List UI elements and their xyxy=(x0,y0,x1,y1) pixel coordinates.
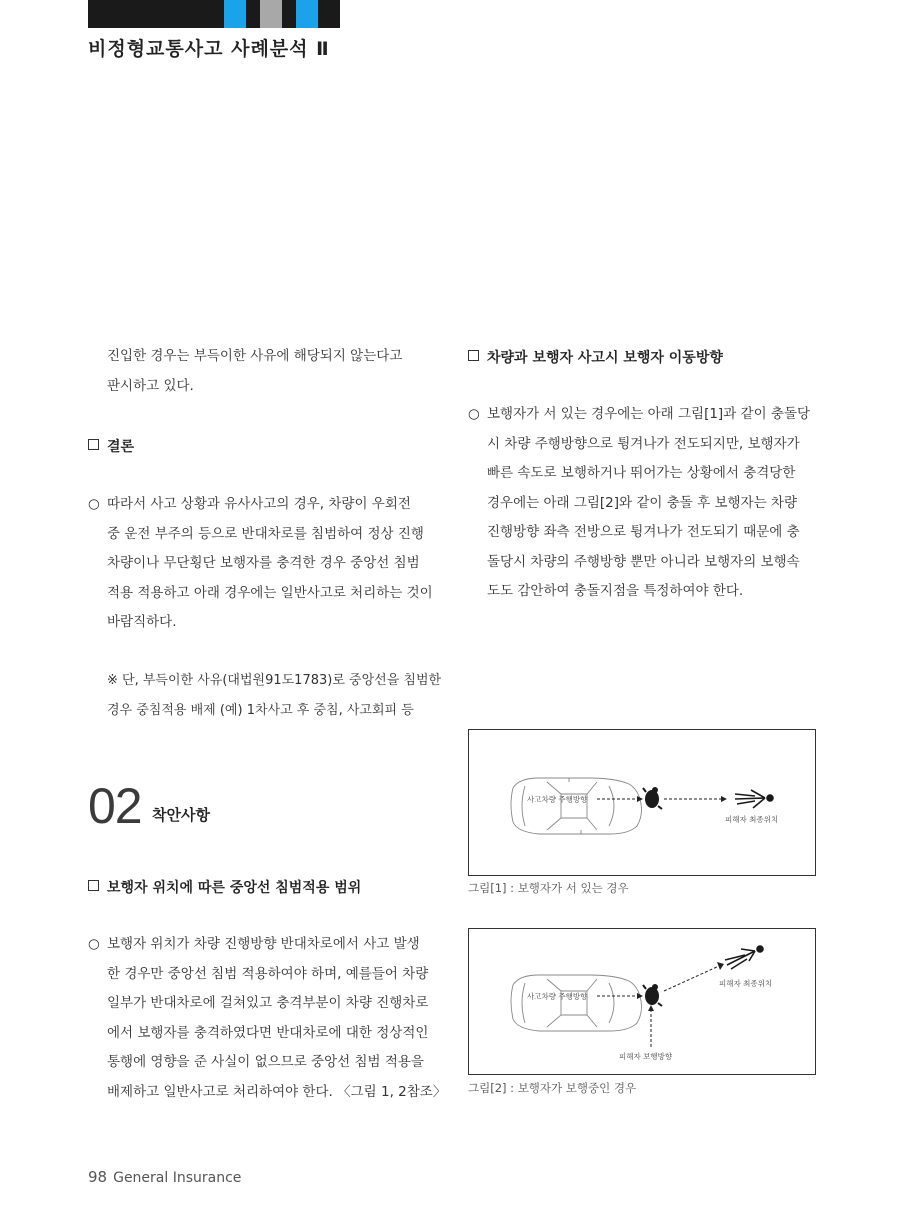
car-outline-icon xyxy=(511,975,642,1031)
square-bullet-icon xyxy=(88,880,99,891)
section-number: 02 xyxy=(88,778,142,834)
text-line: 도도 감안하여 충돌지점을 특정하여야 한다. xyxy=(487,583,744,599)
text-line: 적용 적용하고 아래 경우에는 일반사고로 처리하는 것이 xyxy=(107,584,433,601)
text-line: 판시하고 있다. xyxy=(107,377,194,394)
victim-path-arrow xyxy=(664,966,719,991)
direction-heading xyxy=(468,347,723,367)
victim-final-label: 피해자 최종위치 xyxy=(719,979,773,988)
text-line: 시 차량 주행방향으로 튕겨나가 전도되지만, 보행자가 xyxy=(487,435,800,452)
figure-1 xyxy=(468,729,816,876)
text-line: 경우에는 아래 그림[2]와 같이 충돌 후 보행자는 차량 xyxy=(487,494,797,511)
circle-bullet-icon: ○ xyxy=(88,936,100,952)
square-bullet-icon xyxy=(88,439,99,450)
arrowhead-icon xyxy=(717,962,724,970)
text-span: 따라서 사고 상황과 유사사고의 경우, 차량이 우회전 xyxy=(107,496,411,512)
text-line: 진행방향 좌측 전방으로 튕겨나가 전도되기 때문에 충 xyxy=(487,524,800,540)
header-bar-segment xyxy=(88,0,224,28)
text-line: 차량이나 무단횡단 보행자를 충격한 경우 중앙선 침범 xyxy=(107,555,420,571)
conclusion-heading xyxy=(88,436,134,456)
text-line: 빠른 속도로 보행하거나 뛰어가는 상황에서 충격당한 xyxy=(487,465,796,481)
arrowhead-icon xyxy=(721,796,727,802)
walk-direction-label: 피해자 보행방향 xyxy=(619,1052,673,1061)
header-bar-segment xyxy=(296,0,318,28)
section-title: 착안사항 xyxy=(152,806,210,824)
arrowhead-icon xyxy=(637,993,643,999)
header-bar-segment xyxy=(318,0,340,28)
conclusion-paragraph xyxy=(88,490,433,638)
victim-final-label: 피해자 최종위치 xyxy=(725,815,779,824)
range-paragraph xyxy=(88,930,446,1107)
direction-paragraph xyxy=(468,400,810,607)
figure-2 xyxy=(468,928,816,1075)
pedestrian-icon xyxy=(643,787,662,809)
header-bar-segment xyxy=(246,0,260,28)
arrowhead-icon xyxy=(648,1005,654,1011)
text-line: 통행에 영향을 준 사실이 없으므로 중앙선 침범 적용을 xyxy=(107,1054,424,1070)
continued-paragraph xyxy=(88,342,402,401)
text-line: 바람직하다. xyxy=(107,614,177,630)
text-span: 보행자 위치가 차량 진행방향 반대차로에서 사고 발생 xyxy=(107,936,420,952)
car-outline-icon xyxy=(511,778,642,834)
running-title: 비정형교통사고 사례분석 Ⅱ xyxy=(88,38,330,60)
text-line: 에서 보행자를 충격하였다면 반대차로에 대한 정상적인 xyxy=(107,1024,429,1041)
header-bar-segment xyxy=(260,0,282,28)
arrowhead-icon xyxy=(637,796,643,802)
car-direction-label: 사고차량 주행방향 xyxy=(527,795,588,804)
figure-2-caption: 그림[2] : 보행자가 보행중인 경우 xyxy=(468,1081,637,1095)
circle-bullet-icon: ○ xyxy=(88,496,100,512)
heading-text: 결론 xyxy=(107,439,135,455)
page-footer xyxy=(88,1168,241,1186)
header-bar-segment xyxy=(282,0,296,28)
text-line: 한 경우만 중앙선 침범 적용하여야 하며, 예를들어 차량 xyxy=(107,965,429,982)
text-line xyxy=(88,930,446,960)
header-bar-segment xyxy=(224,0,246,28)
text-line xyxy=(88,490,433,520)
note-paragraph xyxy=(88,666,441,725)
circle-bullet-icon: ○ xyxy=(468,406,480,422)
text-line: 일부가 반대차로에 걸쳐있고 충격부분이 차량 진행차로 xyxy=(107,995,429,1011)
text-line: 배제하고 일반사고로 처리하여야 한다. 〈그림 1, 2참조〉 xyxy=(107,1083,447,1100)
fallen-victim-icon xyxy=(725,946,763,969)
page-number: 98 xyxy=(88,1168,108,1186)
text-line: 중 운전 부주의 등으로 반대차로를 침범하여 정상 진행 xyxy=(107,525,424,542)
text-line: 돌당시 차량의 주행방향 뿐만 아니라 보행자의 보행속 xyxy=(487,553,800,570)
text-line: 경우 중침적용 배제 (예) 1차사고 후 중침, 사고회피 등 xyxy=(107,702,414,718)
figure-1-caption: 그림[1] : 보행자가 서 있는 경우 xyxy=(468,881,629,895)
figure-2-diagram xyxy=(469,929,815,1074)
publication-name: General Insurance xyxy=(113,1170,242,1186)
heading-text: 보행자 위치에 따른 중앙선 침범적용 범위 xyxy=(107,880,362,896)
text-line: 진입한 경우는 부득이한 사유에 해당되지 않는다고 xyxy=(107,348,403,364)
pedestrian-icon xyxy=(643,984,662,1006)
text-line xyxy=(468,400,810,430)
heading-text: 차량과 보행자 사고시 보행자 이동방향 xyxy=(487,350,723,366)
range-heading xyxy=(88,877,361,897)
car-direction-label: 사고차량 주행방향 xyxy=(527,992,588,1001)
text-line: ※ 단, 부득이한 사유(대법원91도1783)로 중앙선을 침범한 xyxy=(107,673,442,688)
header-color-bar xyxy=(88,0,340,28)
figure-1-diagram xyxy=(469,730,815,875)
square-bullet-icon xyxy=(468,350,479,361)
text-span: 보행자가 서 있는 경우에는 아래 그림[1]과 같이 충돌당 xyxy=(487,406,811,422)
fallen-victim-icon xyxy=(735,790,773,808)
